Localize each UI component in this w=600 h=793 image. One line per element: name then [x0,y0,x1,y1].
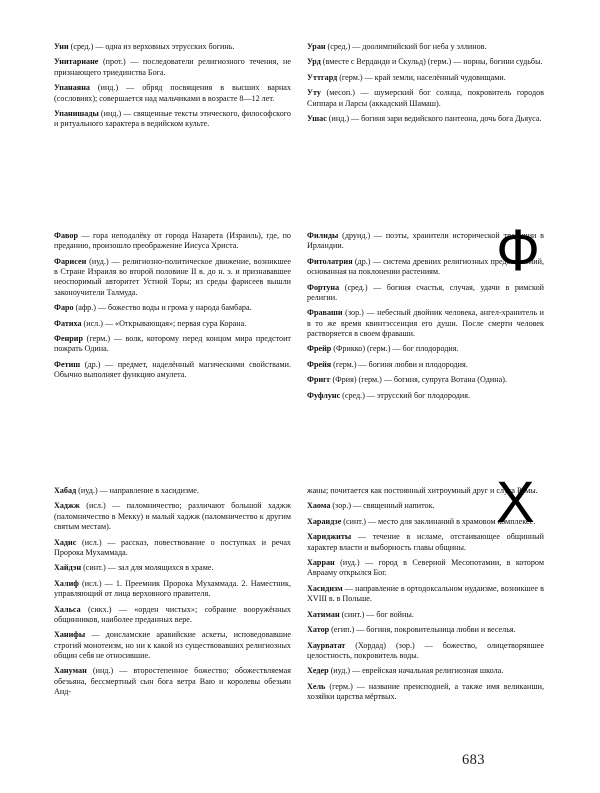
dictionary-entry [307,360,544,370]
dictionary-entry [54,605,291,626]
dictionary-entry [307,88,544,109]
entry-headword: Фавор [54,231,78,240]
dictionary-entry [54,538,291,559]
entry-headword: Ушас [307,114,327,124]
dictionary-entry [307,42,544,52]
entry-headword: Урд [307,57,321,67]
entry-headword: Унитариане [54,57,99,67]
entry-body: (егип.) — богиня, покровительница любви и веселья. [331,625,516,635]
entry-body: (зор.) — небесный двойник человека, ангел-хранитель и в то же время квинтэссенция его души. После смерти человек растворяется в своем фраваши. [307,308,544,339]
dictionary-entry [307,532,544,553]
column-left [54,231,291,381]
entry-body: (Фрикко) (герм.) — бог плодородия. [333,344,459,354]
entry-headword: Уни [54,42,69,51]
entry-headword: Хель [307,681,326,691]
dictionary-entry [307,666,544,676]
dictionary-entry [307,57,544,67]
dictionary-entry [54,630,291,661]
dictionary-entry [307,391,544,401]
entry-body: (иуд.) — религиозно-политическое движение, возникшее в Стране Израиля во второй половине II в. до н. э. и признававшее неоспоримый авторитет Устной Торы; из среды фарисеев вышли законоучители Талмуда. [54,256,291,297]
entry-headword: Хабад [54,486,77,495]
dictionary-entry [307,558,544,579]
dictionary-entry [54,257,291,298]
dictionary-entry [307,682,544,703]
dictionary-entry [54,231,291,252]
entry-body: (сред.) — этрусский бог плодородия. [342,390,471,400]
entry-body: (Фрия) (герм.) — богиня, супруга Вотана (Одина). [332,375,507,385]
entry-body: (афр.) — божество воды и грома у народа бамбара. [75,303,252,313]
entry-headword: Уту [307,88,321,98]
dictionary-entry [54,42,291,52]
entry-body: (иуд.) — город в Северной Месопотамии, в котором Аврааму открылся Бог. [307,558,544,578]
dictionary-entry [307,344,544,354]
section-letter-f: Ф [496,218,541,283]
entry-body: (инд.) — второстепенное божество; обожествляемая обезьяна, бессмертный сын бога ветра Ваю и королевы обезьян Анд- [54,666,291,697]
entry-headword: Фраваши [307,308,343,318]
dictionary-entry [307,625,544,635]
dictionary-entry [54,486,291,496]
entry-body: (вместе с Верданди и Скульд) (герм.) — норны, богини судьбы. [322,57,543,67]
entry-headword: Уран [307,42,326,51]
entry-body: (исл.) — рассказ, повествование о поступках и речах Пророка Мухаммада. [54,537,291,557]
dictionary-entry [307,375,544,385]
dictionary-entry [54,666,291,697]
entry-body: — доисламские аравийские аскеты, исповедовавшие строгий монотеизм, но ни к какой из существовавших религиозных общин себя не относившие. [54,630,291,661]
entry-headword: Упанаяна [54,83,90,93]
entry-body: (герм.) — название преисподней, а также имя великанши, хозяйки царства мёртвых. [307,681,544,702]
entry-headword: Хаджж [54,501,80,511]
column-left [54,486,291,698]
entry-headword: Фатиха [54,318,82,328]
dictionary-entry [54,501,291,532]
entry-body: (герм.) — край земли, населённый чудовищами. [339,72,506,82]
dictionary-entry [54,57,291,78]
column-right [307,42,544,124]
dictionary-entry [307,114,544,124]
entry-headword: Фрейр [307,344,332,354]
entry-headword: Хаома [307,501,331,511]
entry-headword: Фитолатрия [307,256,353,266]
entry-body: (зор.) — священный напиток. [332,501,435,511]
entry-body: (исл.) — паломничество; различают большой хаджж (паломничество в Мекку) и малый хаджж (паломничество к другим святым местам). [54,501,291,532]
entry-body: (синт.) — зал для молящихся в храме. [83,563,214,573]
entry-body: — гора неподалёку от города Назарета (Израиль), где, по преданию, произошло преображение Иисуса Христа. [54,231,291,251]
dictionary-entry [307,308,544,339]
entry-headword: Уттгард [307,72,338,82]
entry-body: (инд.) — обряд посвящения в высших варнах (сословиях); совершается над мальчиками в возрасте 8—12 лет. [54,83,291,103]
entry-headword: Хаурватат [307,640,346,650]
entry-headword: Филиды [307,231,339,240]
entry-headword: Харран [307,558,335,568]
entry-headword: Фрейя [307,359,332,369]
entry-headword: Фортуна [307,282,340,292]
entry-body: (синт.) — место для заклинаний в храмовом комплексе. [343,516,536,526]
entry-headword: Хедер [307,666,329,676]
entry-headword: Упанишады [54,109,99,118]
dictionary-entry [307,584,544,605]
entry-body: (друид.) — поэты, хранители исторической традиции в Ирландии. [307,231,544,251]
entry-body: (сикх.) — «орден чистых»; собрание вооружённых общинников, наиболее преданных вере. [54,604,291,624]
entry-body: — течение в исламе, отстаивающее общинный характер власти и выборность главы общины. [307,532,544,552]
entry-body: (иуд.) — направление в хасидизме. [78,486,199,495]
entry-body: (исл.) — 1. Преемник Пророка Мухаммада. 2. Наместник, управляющий от лица верховного правителя. [54,578,291,599]
dictionary-entry [54,319,291,329]
entry-body: (сред.) — богиня счастья, случая, удачи в римской религии. [307,282,544,302]
entry-body: (др.) — предмет, наделённый магическими свойствами. Обычно выполняет функцию амулета. [54,359,291,380]
entry-headword: Хасидизм [307,583,343,593]
entry-headword: Фригг [307,375,331,385]
dictionary-entry [54,109,291,130]
dictionary-entry [54,579,291,600]
entry-headword: Фарисеи [54,256,87,266]
entry-body: (сред.) — одна из верховных этрусских богинь. [70,42,235,51]
section-letter-h: Х [496,470,535,535]
entry-headword: Хатор [307,625,330,635]
entry-body: (герм.) — волк, которому перед концом мира предстоит пожрать Одина. [54,334,291,354]
entry-headword: Ханифы [54,630,86,640]
page-number: 683 [462,752,485,768]
column-left [54,42,291,130]
entry-headword: Фуфлунс [307,390,341,400]
entry-body: (инд.) — священные тексты этического, философского и ритуального характера в ведийском культе. [54,109,291,129]
dictionary-entry [307,73,544,83]
entry-headword: Фенрир [54,334,83,344]
entry-headword: Фаро [54,303,74,313]
entry-headword: Хариджиты [307,532,352,542]
entry-headword: Хараидзе [307,516,342,526]
entry-headword: Фетиш [54,359,81,369]
dictionary-entry [307,641,544,662]
dictionary-entry [54,360,291,381]
entry-body: (иуд.) — еврейская начальная религиозная школа. [330,666,504,676]
entry-continuation: жаны; почитается как постоянный хитроумный друг и слуга Рамы. [307,486,538,495]
entry-body: (сред.) — доолимпийский бог неба у эллинов. [327,42,487,51]
entry-body: (месоп.) — шумерский бог солнца, покровитель городов Сиппара и Ларсы (аккадский Шамаш). [307,88,544,108]
entry-body: (синт.) — бог войны. [341,609,414,619]
dictionary-entry [54,334,291,355]
dictionary-entry [307,283,544,304]
entry-body: (др.) — система древних религиозных представлений, основанная на поклонении растениям. [307,256,544,277]
entry-body: (прот.) — последователи религиозного течения, не признающего триединства Бога. [54,57,291,77]
dictionary-entry [307,610,544,620]
entry-body: (инд.) — богиня зари ведийского пантеона, дочь бога Дьяуса. [328,114,542,124]
dictionary-entry [54,303,291,313]
entry-body: (Хордад) (зор.) — божество, олицетворявшее целостность, покровитель воды. [307,640,544,660]
entry-body: (герм.) — богиня любви и плодородия. [333,359,468,369]
dictionary-entry [54,563,291,573]
entry-headword: Хайдэн [54,563,82,573]
entry-headword: Хадис [54,537,77,547]
entry-body: — направление в ортодоксальном иудаизме, возникшее в XVIII в. в Польше. [307,583,544,604]
entry-headword: Халиф [54,578,79,588]
dictionary-entry [54,83,291,104]
entry-headword: Хальса [54,604,81,614]
entry-headword: Хануман [54,666,87,676]
entry-body: (исл.) — «Открывающая»; первая сура Корана. [83,318,247,328]
entry-headword: Хатиман [307,609,340,619]
